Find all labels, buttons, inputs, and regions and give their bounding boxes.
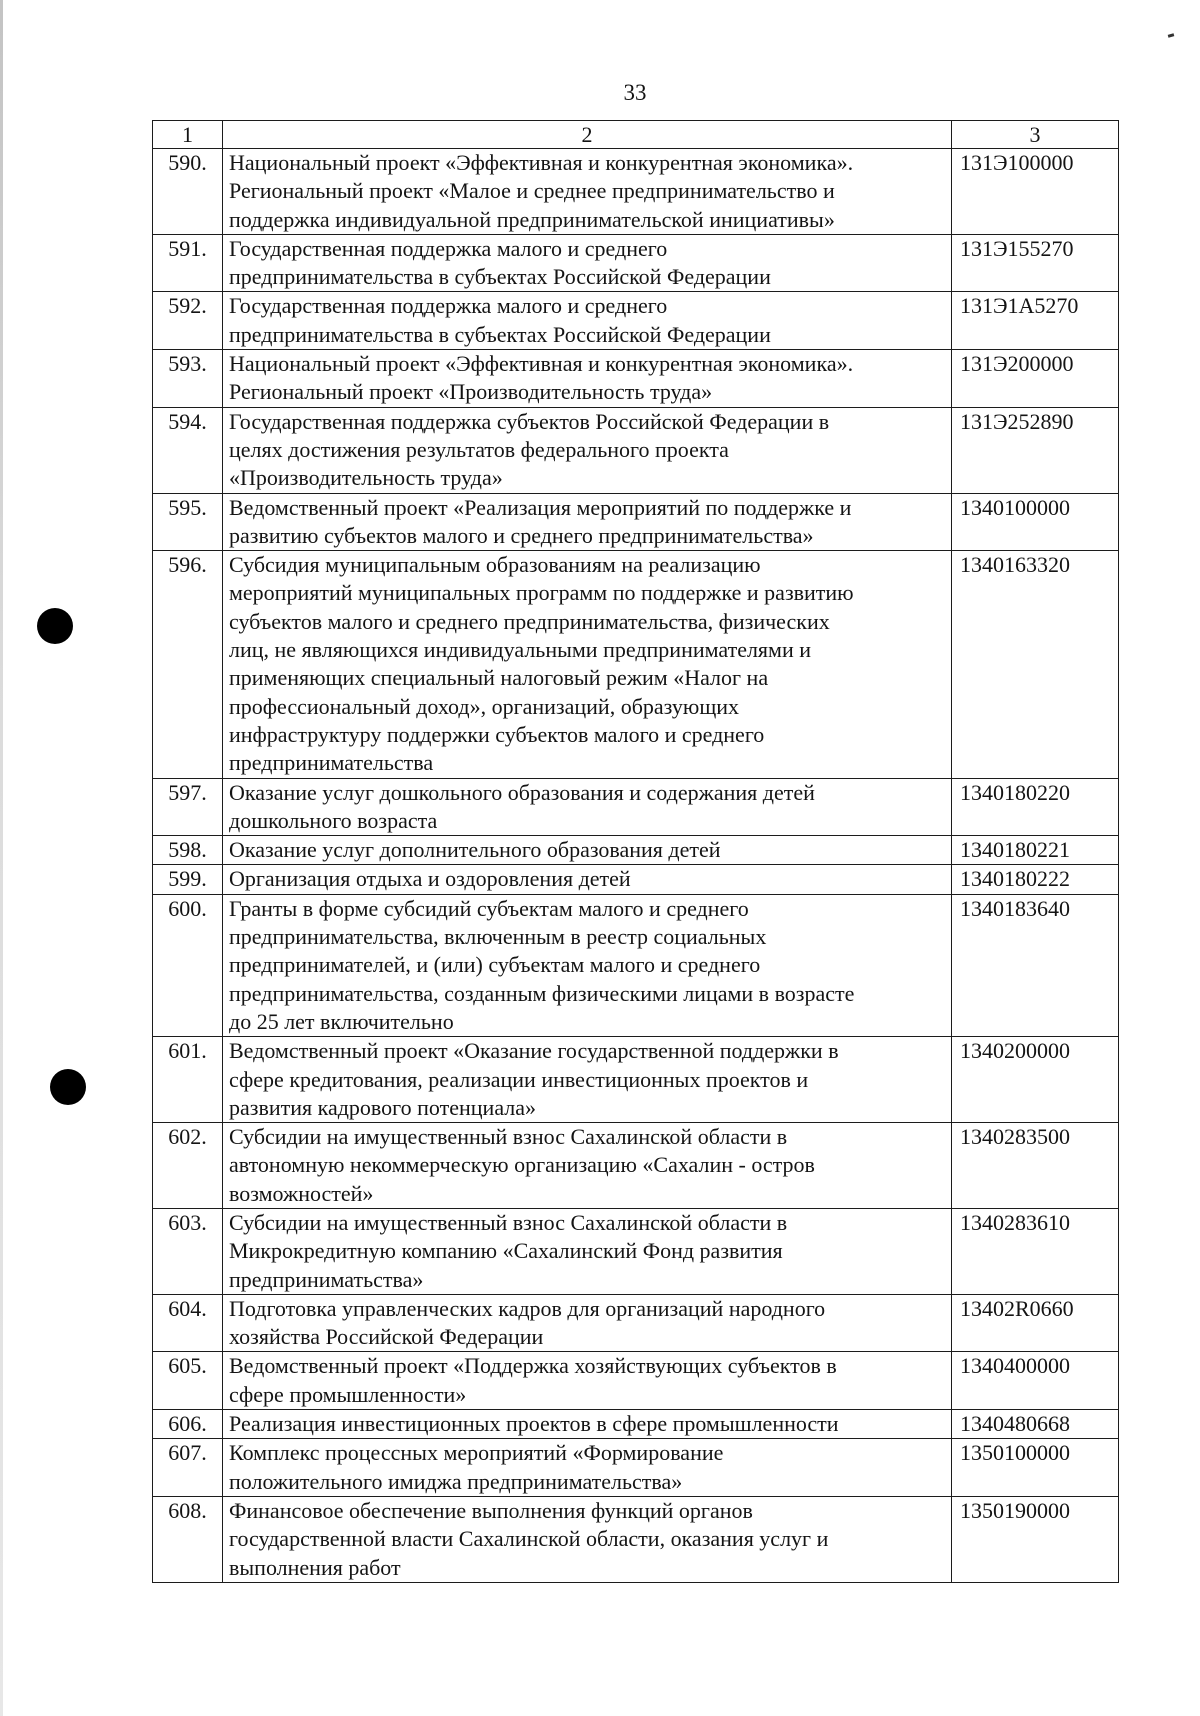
description-line: предприниматьства» bbox=[229, 1266, 424, 1292]
row-number: 592. bbox=[153, 292, 223, 350]
row-number: 591. bbox=[153, 234, 223, 292]
row-number: 598. bbox=[153, 836, 223, 865]
row-description bbox=[223, 407, 952, 493]
row-description bbox=[223, 350, 952, 408]
row-number: 602. bbox=[153, 1123, 223, 1209]
row-number: 601. bbox=[153, 1037, 223, 1123]
row-number: 600. bbox=[153, 894, 223, 1036]
row-description bbox=[223, 1439, 952, 1497]
row-number: 596. bbox=[153, 551, 223, 778]
table-row bbox=[153, 865, 1119, 894]
table-row bbox=[153, 1208, 1119, 1294]
row-description bbox=[223, 292, 952, 350]
description-line: дошкольного возраста bbox=[229, 807, 438, 833]
description-line: предпринимательства bbox=[229, 750, 434, 776]
description-line: Ведомственный проект «Оказание государственной поддержки в bbox=[229, 1038, 839, 1064]
description-line: предпринимателей, и (или) субъектам малого и среднего bbox=[229, 952, 761, 978]
row-code: 131Э200000 bbox=[952, 350, 1119, 408]
table-row bbox=[153, 292, 1119, 350]
description-line: предпринимательства в субъектах Российской Федерации bbox=[229, 264, 771, 290]
table-row bbox=[153, 1123, 1119, 1209]
row-number: 597. bbox=[153, 778, 223, 836]
row-number: 590. bbox=[153, 149, 223, 235]
description-line: автономную некоммерческую организацию «Сахалин - остров bbox=[229, 1152, 815, 1178]
row-code: 13402R0660 bbox=[952, 1294, 1119, 1352]
row-description bbox=[223, 1496, 952, 1582]
row-code: 1340183640 bbox=[952, 894, 1119, 1036]
row-number: 607. bbox=[153, 1439, 223, 1497]
table-row bbox=[153, 1439, 1119, 1497]
description-line: Гранты в форме субсидий субъектам малого и среднего bbox=[229, 895, 749, 921]
table-row bbox=[153, 551, 1119, 778]
row-code: 1340480668 bbox=[952, 1410, 1119, 1439]
row-code: 1350100000 bbox=[952, 1439, 1119, 1497]
description-line: Реализация инвестиционных проектов в сфере промышленности bbox=[229, 1411, 839, 1437]
row-code: 1340100000 bbox=[952, 493, 1119, 551]
row-number: 608. bbox=[153, 1496, 223, 1582]
row-code: 1340283500 bbox=[952, 1123, 1119, 1209]
row-description bbox=[223, 1037, 952, 1123]
description-line: лиц, не являющихся индивидуальными предпринимателями и bbox=[229, 637, 812, 663]
description-line: мероприятий муниципальных программ по поддержке и развитию bbox=[229, 580, 854, 606]
row-description bbox=[223, 894, 952, 1036]
description-line: Финансовое обеспечение выполнения функций органов bbox=[229, 1497, 753, 1523]
table-row bbox=[153, 1037, 1119, 1123]
description-line: предпринимательства, включенным в реестр социальных bbox=[229, 924, 767, 950]
description-line: Региональный проект «Производительность труда» bbox=[229, 379, 713, 405]
row-code: 1340283610 bbox=[952, 1208, 1119, 1294]
description-line: Комплекс процессных мероприятий «Формирование bbox=[229, 1440, 724, 1466]
row-description bbox=[223, 149, 952, 235]
table-row bbox=[153, 778, 1119, 836]
row-description bbox=[223, 1294, 952, 1352]
table-row bbox=[153, 1294, 1119, 1352]
column-header: 3 bbox=[952, 121, 1119, 149]
description-line: Государственная поддержка субъектов Российской Федерации в bbox=[229, 408, 830, 434]
description-line: Национальный проект «Эффективная и конкурентная экономика». bbox=[229, 351, 854, 377]
table-row bbox=[153, 350, 1119, 408]
row-code: 1340200000 bbox=[952, 1037, 1119, 1123]
column-header: 1 bbox=[153, 121, 223, 149]
description-line: Национальный проект «Эффективная и конкурентная экономика». bbox=[229, 150, 854, 175]
row-number: 603. bbox=[153, 1208, 223, 1294]
description-line: выполнения работ bbox=[229, 1554, 401, 1580]
punch-hole bbox=[37, 608, 73, 644]
description-line: Ведомственный проект «Поддержка хозяйствующих субъектов в bbox=[229, 1353, 837, 1379]
column-header: 2 bbox=[223, 121, 952, 149]
row-code: 1350190000 bbox=[952, 1496, 1119, 1582]
table-row bbox=[153, 149, 1119, 235]
description-line: сфере кредитования, реализации инвестиционных проектов и bbox=[229, 1066, 809, 1092]
table-row bbox=[153, 836, 1119, 865]
row-description bbox=[223, 1123, 952, 1209]
row-description bbox=[223, 1352, 952, 1410]
description-line: Подготовка управленческих кадров для организаций народного bbox=[229, 1295, 826, 1321]
description-line: предпринимательства, созданным физическими лицами в возрасте bbox=[229, 980, 855, 1006]
table-row bbox=[153, 894, 1119, 1036]
description-line: сфере промышленности» bbox=[229, 1381, 467, 1407]
budget-classification-table bbox=[152, 120, 1119, 1583]
row-description bbox=[223, 865, 952, 894]
row-code: 131Э252890 bbox=[952, 407, 1119, 493]
table-row bbox=[153, 234, 1119, 292]
table-row bbox=[153, 493, 1119, 551]
description-line: профессиональный доход», организаций, образующих bbox=[229, 693, 740, 719]
description-line: инфраструктуру поддержки субъектов малого и среднего bbox=[229, 721, 765, 747]
row-number: 604. bbox=[153, 1294, 223, 1352]
row-code: 1340180222 bbox=[952, 865, 1119, 894]
description-line: Микрокредитную компанию «Сахалинский Фонд развития bbox=[229, 1238, 783, 1264]
row-code: 1340180221 bbox=[952, 836, 1119, 865]
row-code: 1340180220 bbox=[952, 778, 1119, 836]
row-description bbox=[223, 234, 952, 292]
description-line: Региональный проект «Малое и среднее предпринимательство и bbox=[229, 178, 835, 204]
description-line: «Производительность труда» bbox=[229, 465, 503, 491]
scan-speck bbox=[1168, 33, 1175, 37]
description-line: Государственная поддержка малого и среднего bbox=[229, 235, 668, 261]
description-line: Субсидии на имущественный взнос Сахалинской области в bbox=[229, 1124, 788, 1150]
row-description bbox=[223, 836, 952, 865]
table-header-row bbox=[153, 121, 1119, 149]
row-number: 593. bbox=[153, 350, 223, 408]
description-line: поддержка индивидуальной предпринимательской инициативы» bbox=[229, 206, 835, 232]
description-line: Оказание услуг дополнительного образования детей bbox=[229, 837, 721, 863]
punch-hole bbox=[50, 1069, 86, 1105]
row-number: 594. bbox=[153, 407, 223, 493]
page-number: 33 bbox=[623, 80, 647, 105]
row-description bbox=[223, 778, 952, 836]
description-line: Государственная поддержка малого и среднего bbox=[229, 293, 668, 319]
scan-edge-shadow bbox=[0, 0, 3, 1716]
row-code: 131Э1А5270 bbox=[952, 292, 1119, 350]
description-line: Организация отдыха и оздоровления детей bbox=[229, 866, 631, 892]
row-description bbox=[223, 1410, 952, 1439]
description-line: Оказание услуг дошкольного образования и содержания детей bbox=[229, 779, 815, 805]
description-line: Субсидии на имущественный взнос Сахалинской области в bbox=[229, 1209, 788, 1235]
table-row bbox=[153, 1410, 1119, 1439]
description-line: применяющих специальный налоговый режим «Налог на bbox=[229, 665, 769, 691]
row-code: 131Э155270 bbox=[952, 234, 1119, 292]
row-description bbox=[223, 1208, 952, 1294]
description-line: целях достижения результатов федерального проекта bbox=[229, 436, 729, 462]
description-line: возможностей» bbox=[229, 1180, 374, 1206]
row-number: 606. bbox=[153, 1410, 223, 1439]
row-code: 1340163320 bbox=[952, 551, 1119, 778]
row-code: 131Э100000 bbox=[952, 149, 1119, 235]
row-description bbox=[223, 551, 952, 778]
description-line: положительного имиджа предпринимательства» bbox=[229, 1468, 683, 1494]
row-number: 599. bbox=[153, 865, 223, 894]
table-row bbox=[153, 1352, 1119, 1410]
description-line: Ведомственный проект «Реализация мероприятий по поддержке и bbox=[229, 494, 852, 520]
table-row bbox=[153, 407, 1119, 493]
description-line: развитию субъектов малого и среднего предпринимательства» bbox=[229, 522, 814, 548]
table-row bbox=[153, 1496, 1119, 1582]
description-line: до 25 лет включительно bbox=[229, 1008, 454, 1034]
description-line: хозяйства Российской Федерации bbox=[229, 1324, 544, 1350]
description-line: государственной власти Сахалинской области, оказания услуг и bbox=[229, 1526, 829, 1552]
description-line: развития кадрового потенциала» bbox=[229, 1094, 537, 1120]
description-line: предпринимательства в субъектах Российской Федерации bbox=[229, 321, 771, 347]
row-number: 605. bbox=[153, 1352, 223, 1410]
description-line: Субсидия муниципальным образованиям на реализацию bbox=[229, 552, 761, 578]
row-description bbox=[223, 493, 952, 551]
row-code: 1340400000 bbox=[952, 1352, 1119, 1410]
row-number: 595. bbox=[153, 493, 223, 551]
description-line: субъектов малого и среднего предпринимательства, физических bbox=[229, 608, 830, 634]
